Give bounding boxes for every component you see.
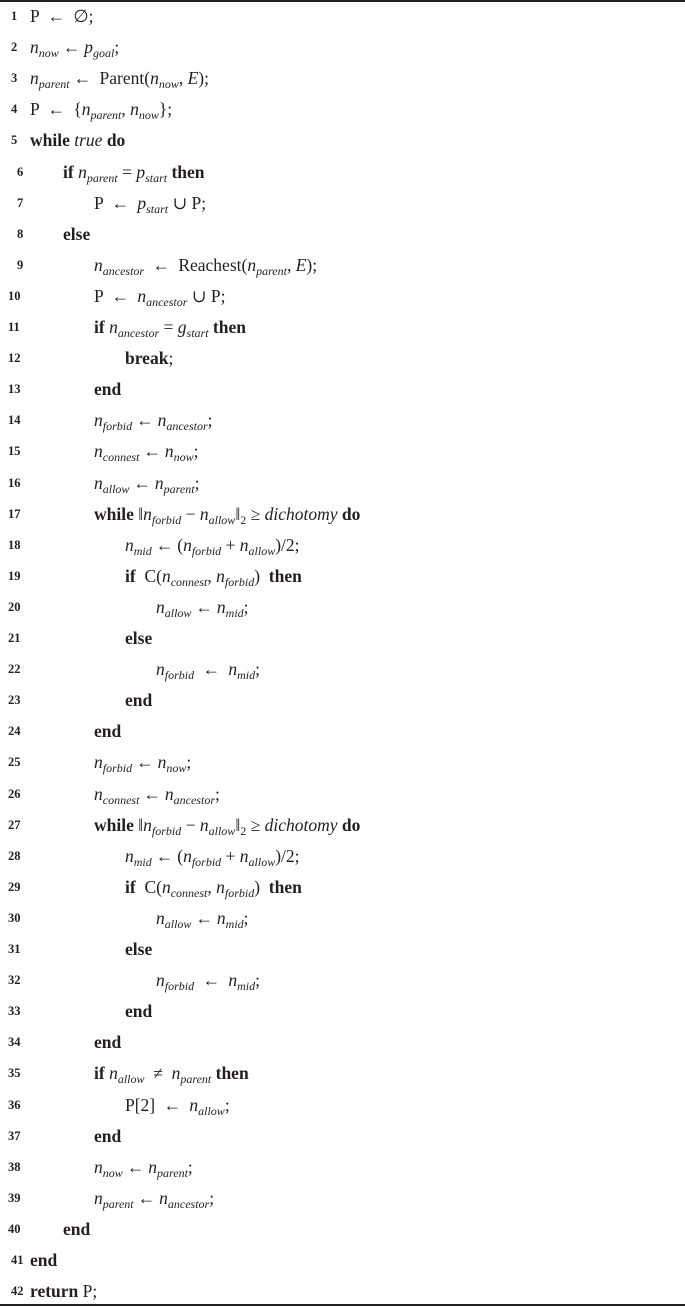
line-code: end <box>94 1032 122 1053</box>
line-code: $n_{mid}$ ← $(n_{forbid} + n_{allow})/2$; <box>125 534 300 558</box>
algorithm-line <box>0 1153 685 1181</box>
line-code: if $n_{allow} \ne n_{parent}$ then <box>94 1063 249 1087</box>
line-number: 22 <box>8 662 21 677</box>
line-code: P ← ∅; <box>30 6 94 26</box>
line-code: P[2] ← $n_{allow}$; <box>125 1094 230 1118</box>
line-code: end <box>94 1125 122 1146</box>
line-code: $n_{allow}$ ← $n_{mid}$; <box>156 596 249 620</box>
algorithm-line <box>0 2 685 30</box>
line-number: 16 <box>8 475 21 490</box>
algorithm-line <box>0 1277 685 1305</box>
algorithm-line <box>0 811 685 839</box>
line-number: 42 <box>11 1284 24 1299</box>
line-number: 40 <box>8 1221 21 1236</box>
line-code: else <box>63 223 91 244</box>
algorithm-line <box>0 1028 685 1056</box>
line-code: end <box>125 690 153 711</box>
line-number: 6 <box>17 164 24 179</box>
line-code: P ← {$n_{parent}$, $n_{now}$}; <box>30 99 173 123</box>
algorithm-line <box>0 95 685 123</box>
line-code: while true do <box>30 130 126 151</box>
algorithm-line <box>0 282 685 310</box>
algorithm-line <box>0 1246 685 1274</box>
line-number: 18 <box>8 537 21 552</box>
algorithm-line <box>0 33 685 61</box>
line-number: 4 <box>11 102 18 117</box>
line-code: $n_{parent}$ ← $n_{ancestor}$; <box>94 1187 215 1211</box>
algorithm-line <box>0 1059 685 1087</box>
algorithm-line <box>0 966 685 994</box>
line-number: 24 <box>8 724 21 739</box>
line-code: end <box>125 1001 153 1022</box>
line-code: $n_{allow}$ ← $n_{mid}$; <box>156 907 249 931</box>
algorithm-line <box>0 313 685 341</box>
algorithm-line <box>0 437 685 465</box>
line-number: 17 <box>8 506 21 521</box>
line-number: 35 <box>8 1066 21 1081</box>
line-code: end <box>63 1218 91 1239</box>
line-code: else <box>125 939 153 959</box>
line-number: 34 <box>8 1035 21 1050</box>
algorithm-line <box>0 748 685 776</box>
algorithm-line <box>0 531 685 559</box>
line-number: 15 <box>8 444 21 459</box>
line-number: 11 <box>8 320 20 334</box>
algorithm-line <box>0 1122 685 1150</box>
line-number: 28 <box>8 848 21 863</box>
line-number: 38 <box>8 1159 21 1174</box>
line-number: 9 <box>17 257 24 272</box>
line-number: 30 <box>8 910 21 925</box>
algorithm-line <box>0 158 685 186</box>
algorithm-line <box>0 842 685 870</box>
algorithm-line <box>0 344 685 372</box>
line-number: 14 <box>8 413 21 428</box>
algorithm-line <box>0 655 685 683</box>
line-number: 1 <box>11 9 18 23</box>
line-code: if $C(n_{connest}$, $n_{forbid}$) then <box>125 876 302 900</box>
line-code: $n_{now}$ ← $p_{goal}$; <box>30 37 120 61</box>
line-code: if $n_{ancestor} = g_{start}$ then <box>94 317 246 340</box>
line-code: end <box>30 1250 58 1270</box>
line-number: 19 <box>8 568 21 583</box>
line-number: 33 <box>8 1004 21 1019</box>
algorithm-line <box>0 624 685 652</box>
line-code: else <box>125 628 153 648</box>
algorithm-line <box>0 904 685 932</box>
line-code: $n_{forbid}$ ← $n_{ancestor}$; <box>94 410 213 434</box>
line-code: break; <box>125 348 174 369</box>
line-number: 39 <box>8 1190 21 1205</box>
line-code: end <box>94 379 122 400</box>
algorithm-line <box>0 469 685 497</box>
algorithm-line <box>0 375 685 403</box>
line-code: return P; <box>30 1281 98 1302</box>
algorithm-line <box>0 873 685 901</box>
line-code: $n_{forbid}$ ← $n_{mid}$; <box>156 970 260 994</box>
line-code: if $C(n_{connest}$, $n_{forbid}$) then <box>125 565 302 589</box>
algorithm-line <box>0 593 685 621</box>
line-number: 32 <box>8 973 21 988</box>
line-code: $n_{parent}$ ← $Parent(n_{now}$, E); <box>30 68 209 92</box>
line-number: 20 <box>8 599 21 614</box>
line-code: $n_{forbid}$ ← $n_{now}$; <box>94 752 192 776</box>
line-number: 36 <box>8 1097 21 1112</box>
algorithm-line <box>0 780 685 808</box>
line-number: 25 <box>8 755 21 770</box>
line-number: 21 <box>8 631 21 645</box>
algorithm-line <box>0 935 685 963</box>
line-code: $n_{now}$ ← $n_{parent}$; <box>94 1156 193 1180</box>
line-number: 7 <box>17 195 24 210</box>
line-code: end <box>94 721 122 742</box>
algorithm-line <box>0 64 685 92</box>
algorithm-line <box>0 189 685 217</box>
bottom-rule <box>0 1304 685 1306</box>
line-code: P ← $p_{start}$ ∪ P; <box>94 192 207 216</box>
line-number: 27 <box>8 817 21 832</box>
algorithm-line <box>0 220 685 248</box>
algorithm-line <box>0 1091 685 1119</box>
line-code: while $‖n_{forbid}$ − $n_{allow}‖_2$ ≥ dichotomy do <box>94 503 361 527</box>
line-code: $n_{forbid}$ ← $n_{mid}$; <box>156 659 260 683</box>
line-number: 2 <box>11 40 18 55</box>
algorithm-line <box>0 500 685 528</box>
line-code: $n_{connest}$ ← $n_{ancestor}$; <box>94 783 220 807</box>
line-number: 31 <box>8 942 21 956</box>
line-code: while $‖n_{forbid}$ − $n_{allow}‖_2$ ≥ dichotomy do <box>94 814 361 838</box>
algorithm-line <box>0 126 685 154</box>
line-code: if $n_{parent} = p_{start}$ then <box>63 161 205 185</box>
line-number: 29 <box>8 879 21 894</box>
algorithm-line <box>0 251 685 279</box>
algorithm-line <box>0 686 685 714</box>
algorithm-line <box>0 1184 685 1212</box>
algorithm-line <box>0 406 685 434</box>
line-number: 5 <box>11 133 18 148</box>
algorithm-line <box>0 1215 685 1243</box>
line-code: P ← $n_{ancestor}$ ∪ P; <box>94 285 226 309</box>
line-code: $n_{mid}$ ← $(n_{forbid} + n_{allow})/2$; <box>125 845 300 869</box>
line-code: $n_{connest}$ ← $n_{now}$; <box>94 441 199 465</box>
line-number: 23 <box>8 693 21 708</box>
line-number: 26 <box>8 786 21 801</box>
line-number: 3 <box>11 71 18 86</box>
algorithm-line <box>0 562 685 590</box>
line-number: 37 <box>8 1128 21 1143</box>
line-code: $n_{allow}$ ← $n_{parent}$; <box>94 472 200 496</box>
line-code: $n_{ancestor}$ ← $Reachest(n_{parent}$, E); <box>94 254 318 278</box>
line-number: 41 <box>11 1253 24 1267</box>
line-number: 13 <box>8 382 21 397</box>
algorithm-line <box>0 997 685 1025</box>
line-number: 12 <box>8 351 21 366</box>
algorithm-line <box>0 717 685 745</box>
line-number: 10 <box>8 288 21 303</box>
line-number: 8 <box>17 226 24 241</box>
